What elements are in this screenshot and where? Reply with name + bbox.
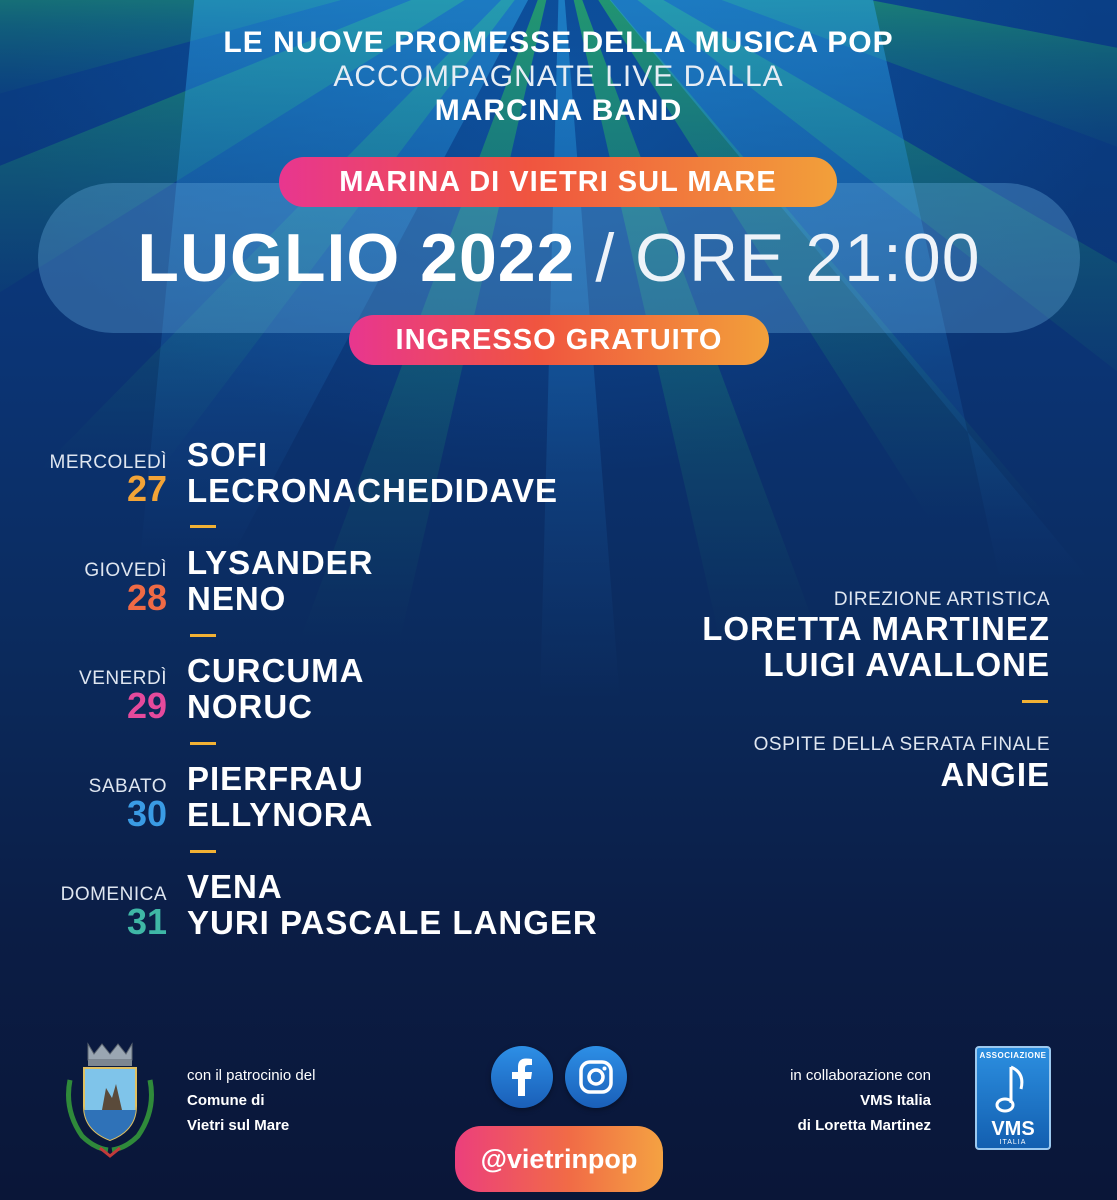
schedule-day: SABATO xyxy=(88,776,167,797)
director-name: LUIGI AVALLONE xyxy=(763,646,1050,683)
guest-label: OSPITE DELLA SERATA FINALE xyxy=(753,734,1050,755)
schedule-date-number: 27 xyxy=(126,468,167,509)
music-note-icon xyxy=(991,1063,1035,1119)
schedule-day: MERCOLEDÌ xyxy=(49,452,167,473)
schedule-artist: VENA xyxy=(187,868,283,905)
schedule-artist: SOFI xyxy=(187,436,269,473)
schedule-day: VENERDÌ xyxy=(79,668,167,689)
date-separator: / xyxy=(595,220,616,296)
schedule-date-number: 28 xyxy=(126,577,167,618)
schedule-day: GIOVEDÌ xyxy=(84,560,167,581)
schedule-artist: ELLYNORA xyxy=(187,796,374,833)
schedule-artist: NENO xyxy=(187,580,287,617)
collaboration-line: VMS Italia xyxy=(860,1092,931,1109)
free-entry-pill: INGRESSO GRATUITO xyxy=(349,315,769,365)
social-handle-pill[interactable]: @vietrinpop xyxy=(455,1126,663,1192)
divider-dash xyxy=(190,742,216,745)
patronage-line: Vietri sul Mare xyxy=(187,1117,290,1134)
event-time: ORE 21:00 xyxy=(635,220,981,296)
band-name: MARCINA BAND xyxy=(434,94,683,127)
direction-label: DIREZIONE ARTISTICA xyxy=(833,589,1050,610)
schedule-date-number: 30 xyxy=(126,793,167,834)
schedule-day: DOMENICA xyxy=(60,884,167,905)
divider-dash xyxy=(190,850,216,853)
instagram-glyph xyxy=(565,1046,627,1108)
instagram-icon[interactable] xyxy=(565,1046,627,1108)
director-name: LORETTA MARTINEZ xyxy=(702,610,1050,647)
divider-dash xyxy=(190,634,216,637)
divider-dash xyxy=(1022,700,1048,703)
facebook-glyph xyxy=(491,1046,553,1108)
logo-bottom-text: ITALIA xyxy=(999,1139,1027,1146)
location-pill: MARINA DI VIETRI SUL MARE xyxy=(279,157,837,207)
schedule-date-number: 29 xyxy=(126,685,167,726)
event-date: LUGLIO 2022 xyxy=(137,220,576,296)
patronage-line: Comune di xyxy=(187,1092,265,1109)
schedule-artist: YURI PASCALE LANGER xyxy=(187,904,598,941)
schedule-artist: LECRONACHEDIDAVE xyxy=(187,472,559,509)
town-crest-icon xyxy=(60,1040,160,1158)
patronage-line: con il patrocinio del xyxy=(187,1067,316,1084)
vms-italia-logo xyxy=(975,1046,1051,1150)
collaboration-line: di Loretta Martinez xyxy=(797,1117,931,1134)
logo-main-text: VMS xyxy=(991,1118,1035,1140)
divider-dash xyxy=(190,525,216,528)
logo-top-text: ASSOCIAZIONE xyxy=(979,1051,1047,1060)
subheadline: ACCOMPAGNATE LIVE DALLA xyxy=(333,60,784,93)
guest-name: ANGIE xyxy=(940,756,1050,793)
patronage-note xyxy=(187,1063,387,1138)
schedule-artist: NORUC xyxy=(187,688,313,725)
schedule-artist: PIERFRAU xyxy=(187,760,364,797)
schedule-date-number: 31 xyxy=(126,901,167,942)
collaboration-note xyxy=(711,1063,931,1138)
date-time-text xyxy=(38,216,1080,300)
facebook-icon[interactable] xyxy=(491,1046,553,1108)
collaboration-line: in collaborazione con xyxy=(790,1067,931,1084)
schedule-artist: CURCUMA xyxy=(187,652,365,689)
schedule-artist: LYSANDER xyxy=(187,544,374,581)
headline: LE NUOVE PROMESSE DELLA MUSICA POP xyxy=(223,26,894,59)
